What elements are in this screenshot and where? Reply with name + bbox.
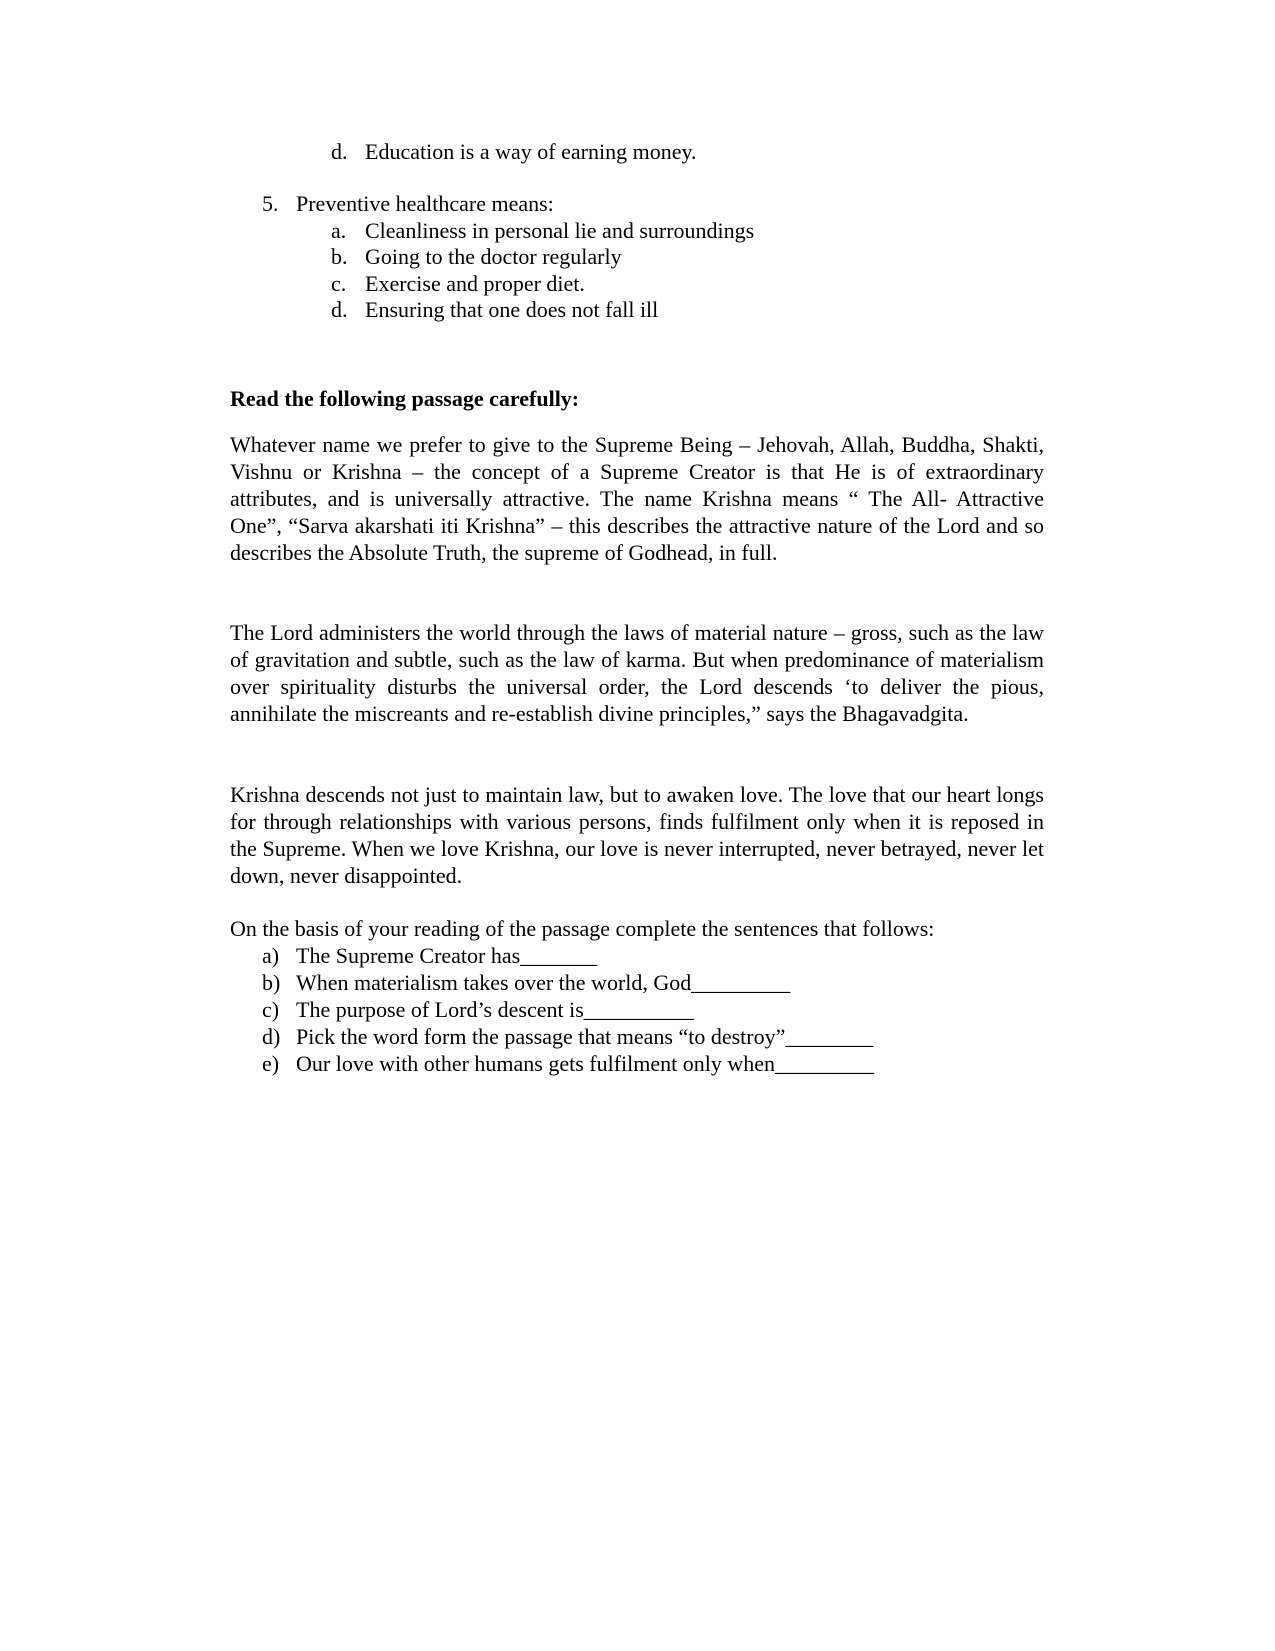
passage-paragraph-1: Whatever name we prefer to give to the Supreme Being – Jehovah, Allah, Buddha, Shakti, Vishnu or Krishna – the concept of a Supreme Creator is that He is of extraordinary attributes, and is universally attractive. The name Krishna means “ The All- Attractive One”, “Sarva akarshati iti Krishna” – this describes the attractive nature of the Lord and so describes the Absolute Truth, the supreme of Godhead, in full. (230, 432, 1044, 565)
completion-item-b-text: When materialism takes over the world, God_________ (296, 970, 791, 995)
passage-paragraph-3: Krishna descends not just to maintain law, but to awaken love. The love that our heart longs for through relationships with various persons, finds fulfilment only when it is reposed in the Supreme. When we love Krishna, our love is never interrupted, never betrayed, never let down, never disappointed. (230, 782, 1044, 888)
q5-stem: Preventive healthcare means: (296, 191, 554, 216)
completion-item-a-text: The Supreme Creator has_______ (296, 943, 598, 968)
q5-option-b-marker: b. (331, 244, 348, 269)
completion-item-a-marker: a) (262, 943, 280, 968)
completion-item-b-marker: b) (262, 970, 281, 995)
q4-option-d-text: Education is a way of earning money. (365, 139, 697, 164)
q5-option-d-text: Ensuring that one does not fall ill (365, 297, 659, 322)
completion-item-e-marker: e) (262, 1051, 280, 1076)
q5-option-c-marker: c. (331, 271, 347, 296)
q4-option-d-marker: d. (331, 139, 348, 164)
q5-option-a-marker: a. (331, 218, 347, 243)
completion-instruction: On the basis of your reading of the passage complete the sentences that follows: (230, 916, 935, 941)
completion-item-e-text: Our love with other humans gets fulfilment only when_________ (296, 1051, 875, 1076)
q5-option-c-text: Exercise and proper diet. (365, 271, 585, 296)
completion-item-c-marker: c) (262, 997, 280, 1022)
passage-paragraph-2: The Lord administers the world through the laws of material nature – gross, such as the law of gravitation and subtle, such as the law of karma. But when predominance of materialism over spirituality disturbs the universal order, the Lord descends ‘to deliver the pious, annihilate the miscreants and re-establish divine principles,” says the Bhagavadgita. (230, 620, 1044, 726)
q5-option-a-text: Cleanliness in personal lie and surroundings (365, 218, 755, 243)
completion-item-d-marker: d) (262, 1024, 281, 1049)
passage-heading: Read the following passage carefully: (230, 386, 580, 411)
completion-item-d-text: Pick the word form the passage that means “to destroy”________ (296, 1024, 874, 1049)
q5-number: 5. (262, 191, 279, 216)
completion-item-c-text: The purpose of Lord’s descent is__________ (296, 997, 694, 1022)
q5-option-d-marker: d. (331, 297, 348, 322)
q5-option-b-text: Going to the doctor regularly (365, 244, 622, 269)
